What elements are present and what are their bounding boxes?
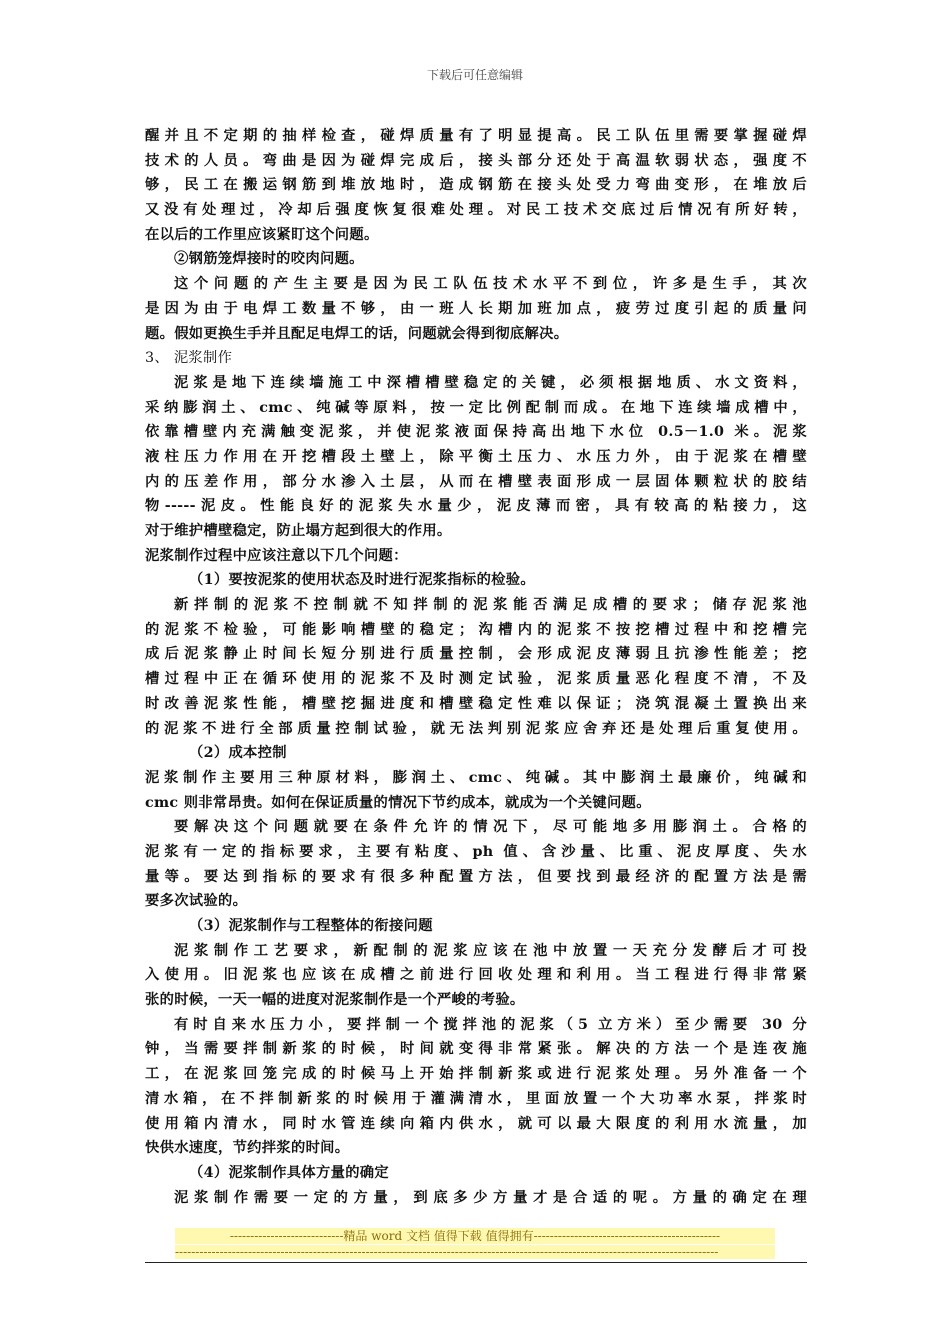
text-line: 有时自来水压力小，要拌制一个搅拌池的泥浆（5 立方米）至少需要 30 分: [174, 1016, 807, 1033]
text-line: 液柱压力作用在开挖槽段土壁上，除平衡土压力、水压力外，由于泥浆在槽壁: [145, 448, 807, 465]
text-line: 采纳膨润土、cmc、纯碱等原料，按一定比例配制而成。在地下连续墙成槽中，: [145, 399, 807, 416]
text-line: 技术的人员。弯曲是因为碰焊完成后，接头部分还处于高温软弱状态，强度不: [145, 152, 807, 169]
page-header: 下载后可任意编辑: [426, 68, 523, 82]
text-line: 快供水速度，节约拌浆的时间。: [145, 1140, 350, 1157]
text-line: 是因为由于电焊工数量不够，由一班人长期加班加点，疲劳过度引起的质量问: [145, 300, 807, 317]
text-line: 3、 泥浆制作: [145, 350, 233, 367]
text-line: 量等。要达到指标的要求有很多种配置方法，但要找到最经济的配置方法是需: [145, 868, 807, 885]
text-line: （2）成本控制: [189, 745, 287, 762]
text-line: 张的时候，一天一幅的进度对泥浆制作是一个严峻的考验。: [145, 992, 525, 1009]
text-line: （1）要按泥浆的使用状态及时进行泥浆指标的检验。: [189, 572, 535, 589]
text-line: 泥浆制作需要一定的方量，到底多少方量才是合适的呢。方量的确定在理: [174, 1189, 807, 1206]
text-line: 新拌制的泥浆不控制就不知拌制的泥浆能否满足成槽的要求；储存泥浆池: [174, 597, 807, 614]
footer-banner-secondary: --------------------------------------------------------------------------------------------------------------------------------------: [175, 1245, 775, 1259]
text-line: ②钢筋笼焊接时的咬肉问题。: [174, 251, 364, 268]
text-line: 内的压差作用，部分水渗入土层，从而在槽壁表面形成一层固体颗粒状的胶结: [145, 473, 807, 490]
text-line: 在以后的工作里应该紧盯这个问题。: [145, 226, 379, 243]
text-line: 要解决这个问题就要在条件允许的情况下，尽可能地多用膨润土。合格的: [174, 819, 807, 836]
text-line: 清水箱，在不拌制新浆的时候用于灌满清水，里面放置一个大功率水泵，拌浆时: [145, 1090, 807, 1107]
text-line: 使用箱内清水，同时水管连续向箱内供水，就可以最大限度的利用水流量，加: [145, 1115, 807, 1132]
text-line: 泥浆制作主要用三种原材料，膨润土、cmc、纯碱。其中膨润土最廉价，纯碱和: [145, 769, 807, 786]
text-line: 依靠槽壁内充满触变泥浆，并使泥浆液面保持高出地下水位 0.5－1.0 米。泥浆: [145, 424, 807, 441]
text-line: （4）泥浆制作具体方量的确定: [189, 1164, 390, 1181]
text-line: 这个问题的产生主要是因为民工队伍技术水平不到位，许多是生手，其次: [174, 276, 807, 293]
text-line: 对于维护槽壁稳定，防止塌方起到很大的作用。: [145, 523, 452, 539]
text-line: 泥浆制作过程中应该注意以下几个问题：: [145, 547, 408, 564]
text-line: 泥浆制作工艺要求，新配制的泥浆应该在池中放置一天充分发酵后才可投: [174, 942, 807, 959]
text-line: 泥浆是地下连续墙施工中深槽槽壁稳定的关键，必须根据地质、水文资料，: [174, 374, 807, 391]
text-line: 成后泥浆静止时间长短分别进行质量控制，会形成泥皮薄弱且抗渗性能差；挖: [145, 646, 807, 663]
text-line: （3）泥浆制作与工程整体的衔接问题: [189, 918, 433, 934]
document-body: [145, 124, 807, 1210]
text-line: 钟，当需要拌制新浆的时候，时间就变得非常紧张。解决的方法一个是连夜施: [145, 1041, 807, 1058]
text-line: 又没有处理过，冷却后强度恢复很难处理。对民工技术交底过后情况有所好转，: [145, 202, 807, 219]
text-line: 题。假如更换生手并且配足电焊工的话，问题就会得到彻底解决。: [145, 325, 569, 342]
text-line: 时改善泥浆性能，槽壁挖掘进度和槽壁稳定性难以保证；浇筑混凝土置换出来: [145, 695, 807, 712]
text-line: cmc 则非常昂贵。如何在保证质量的情况下节约成本，就成为一个关键问题。: [145, 794, 651, 811]
footer-banner-primary: ----------------------------精品 word 文档 值得下载 值得拥有----------------------------------------------: [175, 1228, 775, 1244]
text-line: 入使用。旧泥浆也应该在成槽之前进行回收处理和利用。当工程进行得非常紧: [145, 967, 807, 984]
text-line: 工，在泥浆回笼完成的时候马上开始拌制新浆或进行泥浆处理。另外准备一个: [145, 1066, 807, 1083]
text-line: 醒并且不定期的抽样检查，碰焊质量有了明显提高。民工队伍里需要掌握碰焊: [145, 128, 807, 144]
text-line: 的泥浆不检验，可能影响槽壁的稳定；沟槽内的泥浆不按挖槽过程中和挖槽完: [145, 621, 807, 638]
text-line: 要多次试验的。: [145, 893, 248, 910]
footer-divider: [145, 1262, 807, 1263]
text-line: 槽过程中正在循环使用的泥浆不及时测定试验，泥浆质量恶化程度不清，不及: [145, 671, 807, 688]
text-line: 的泥浆不进行全部质量控制试验，就无法判别泥浆应舍弃还是处理后重复使用。: [145, 720, 807, 737]
text-line: 泥浆有一定的指标要求，主要有粘度、ph 值、含沙量、比重、泥皮厚度、失水: [145, 843, 807, 860]
text-line: 物-----泥皮。性能良好的泥浆失水量少，泥皮薄而密，具有较高的粘接力，这: [145, 498, 807, 515]
text-line: 够，民工在搬运钢筋到堆放地时，造成钢筋在接头处受力弯曲变形，在堆放后: [145, 177, 807, 194]
